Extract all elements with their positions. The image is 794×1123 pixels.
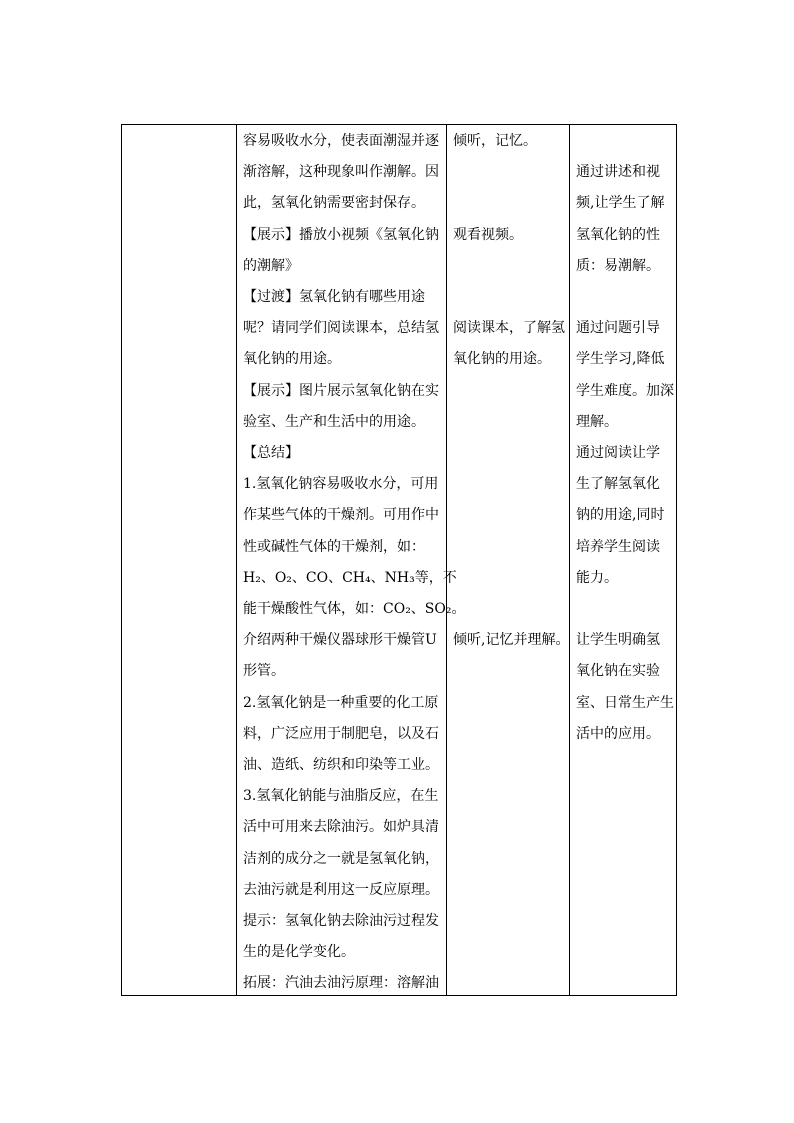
text-line: 活中可用来去除油污。如炉具清	[243, 819, 439, 836]
text-line: 倾听,记忆并理解。	[453, 632, 570, 649]
text-line: 2.氢氧化钠是一种重要的化工原	[243, 694, 439, 711]
text-line: 【总结】	[243, 445, 299, 461]
text-line: 通过讲述和视	[576, 164, 660, 181]
text-line: 生了解氢氧化	[576, 476, 660, 493]
text-line: 容易吸收水分，使表面潮湿并逐	[243, 133, 439, 149]
text-line: 氧化钠在实验	[576, 663, 660, 680]
text-line: 形管。	[243, 663, 285, 680]
text-line: 室、日常生产生	[576, 694, 674, 711]
text-line: 的潮解》	[243, 257, 299, 274]
text-line: 拓展：汽油去油污原理：溶解油	[243, 975, 439, 992]
text-line: 3.氢氧化钠能与油脂反应，在生	[243, 788, 439, 805]
text-line: 学生学习,降低	[576, 351, 665, 368]
text-line: 提示：氢氧化钠去除油污过程发	[243, 913, 439, 929]
lesson-plan-table	[121, 124, 677, 996]
text-line: 氧化钠的用途。	[243, 351, 341, 368]
text-line: H₂、O₂、CO、CH₄、NH₃等，不	[243, 569, 457, 586]
text-line: 通过问题引导	[576, 320, 660, 337]
text-line: 料，广泛应用于制肥皂，以及石	[243, 725, 439, 742]
text-line: 频,让学生了解	[576, 195, 665, 212]
column-divider	[236, 125, 237, 995]
text-line: 质：易潮解。	[576, 257, 660, 274]
text-line: 呢？请同学们阅读课本，总结氢	[243, 320, 439, 337]
text-line: 去油污就是利用这一反应原理。	[243, 881, 439, 898]
text-line: 【展示】播放小视频《氢氧化钠	[243, 226, 439, 243]
column-divider	[569, 125, 570, 995]
text-line: 氧化钠的用途。	[453, 351, 551, 368]
text-line: 钠的用途,同时	[576, 507, 665, 524]
text-line: 渐溶解，这种现象叫作潮解。因	[243, 164, 439, 181]
text-line: 让学生明确氢	[576, 632, 660, 649]
text-line: 能力。	[576, 569, 618, 586]
text-line: 氢氧化钠的性	[576, 226, 660, 243]
text-line: 【展示】图片展示氢氧化钠在实	[243, 382, 439, 399]
text-line: 理解。	[576, 413, 618, 430]
text-line: 性或碱性气体的干燥剂，如：	[243, 538, 425, 555]
text-line: 生的是化学变化。	[243, 944, 355, 961]
text-line: 学生难度。加深	[576, 382, 674, 399]
text-line: 作某些气体的干燥剂。可用作中	[243, 507, 439, 524]
text-line: 通过阅读让学	[576, 445, 660, 461]
text-line: 能干燥酸性气体，如：CO₂、SO₂。	[243, 601, 466, 617]
text-line: 洁剂的成分之一就是氢氧化钠，	[243, 850, 439, 867]
text-line: 介绍两种干燥仪器球形干燥管U	[243, 632, 437, 649]
text-line: 验室、生产和生活中的用途。	[243, 413, 425, 430]
text-line: 观看视频。	[453, 226, 523, 243]
column-divider	[446, 125, 447, 995]
text-line: 培养学生阅读	[576, 538, 660, 555]
text-line: 活中的应用。	[576, 725, 660, 742]
text-line: 【过渡】氢氧化钠有哪些用途	[243, 289, 425, 305]
text-line: 阅读课本，了解氢	[453, 320, 565, 337]
text-line: 1.氢氧化钠容易吸收水分，可用	[243, 476, 439, 493]
text-line: 油、造纸、纺织和印染等工业。	[243, 757, 439, 773]
text-line: 倾听，记忆。	[453, 133, 537, 149]
text-line: 此，氢氧化钠需要密封保存。	[243, 195, 425, 212]
